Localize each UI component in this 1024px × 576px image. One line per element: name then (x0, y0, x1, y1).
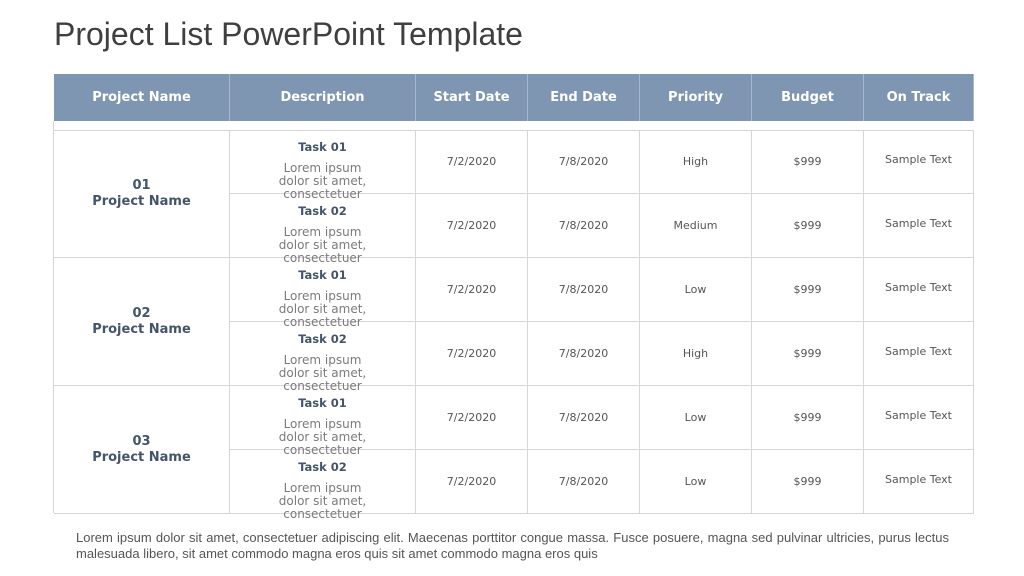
on-track-cell: Sample Text (864, 322, 974, 386)
column-header: Project Name (54, 74, 230, 121)
task-description: Lorem ipsum dolor sit amet, consectetuer (278, 161, 367, 201)
start-date-cell: 7/2/2020 (416, 258, 528, 322)
description-cell (230, 258, 416, 329)
description-cell (230, 386, 416, 457)
task-name: Task 02 (298, 460, 347, 474)
project-number: 03 (132, 433, 151, 449)
project-number: 01 (132, 177, 151, 193)
budget-cell: $999 (752, 194, 864, 258)
start-date-cell: 7/2/2020 (416, 322, 528, 386)
budget-cell: $999 (752, 386, 864, 450)
task-description: Lorem ipsum dolor sit amet, consectetuer (278, 353, 367, 393)
end-date-cell: 7/8/2020 (528, 386, 640, 450)
project-number: 02 (132, 305, 151, 321)
end-date-cell: 7/8/2020 (528, 450, 640, 514)
column-header: Description (230, 74, 416, 121)
budget-cell: $999 (752, 450, 864, 514)
task-description: Lorem ipsum dolor sit amet, consectetuer (278, 225, 367, 265)
page-title: Project List PowerPoint Template (54, 16, 523, 52)
start-date-cell: 7/2/2020 (416, 450, 528, 514)
task-name: Task 01 (298, 396, 347, 410)
on-track-cell: Sample Text (864, 130, 974, 194)
project-name-cell (54, 386, 230, 514)
budget-cell: $999 (752, 258, 864, 322)
end-date-cell: 7/8/2020 (528, 322, 640, 386)
project-name: Project Name (92, 193, 191, 209)
budget-cell: $999 (752, 322, 864, 386)
description-cell (230, 130, 416, 201)
footer-text: Lorem ipsum dolor sit amet, consectetuer adipiscing elit. Maecenas porttitor congue massa. Fusce posuere, magna sed pulvinar ultricies, purus lectus malesuada libero, sit amet commodo magna eros quis sit amet commodo magna eros quis (76, 530, 949, 561)
project-name-cell (54, 130, 230, 258)
divider (53, 121, 54, 513)
task-name: Task 01 (298, 140, 347, 154)
project-name-cell (54, 258, 230, 386)
project-name: Project Name (92, 449, 191, 465)
column-header: End Date (528, 74, 640, 121)
start-date-cell: 7/2/2020 (416, 130, 528, 194)
column-header: Start Date (416, 74, 528, 121)
project-name: Project Name (92, 321, 191, 337)
task-description: Lorem ipsum dolor sit amet, consectetuer (278, 417, 367, 457)
description-cell (230, 450, 416, 521)
priority-cell: Medium (640, 194, 752, 258)
column-header: On Track (864, 74, 974, 121)
description-cell (230, 194, 416, 265)
divider (54, 130, 974, 131)
priority-cell: High (640, 130, 752, 194)
column-header: Budget (752, 74, 864, 121)
task-description: Lorem ipsum dolor sit amet, consectetuer (278, 289, 367, 329)
task-name: Task 02 (298, 332, 347, 346)
column-header: Priority (640, 74, 752, 121)
start-date-cell: 7/2/2020 (416, 386, 528, 450)
description-cell (230, 322, 416, 393)
task-description: Lorem ipsum dolor sit amet, consectetuer (278, 481, 367, 521)
priority-cell: Low (640, 258, 752, 322)
end-date-cell: 7/8/2020 (528, 130, 640, 194)
priority-cell: Low (640, 386, 752, 450)
priority-cell: Low (640, 450, 752, 514)
start-date-cell: 7/2/2020 (416, 194, 528, 258)
on-track-cell: Sample Text (864, 258, 974, 322)
on-track-cell: Sample Text (864, 450, 974, 514)
task-name: Task 01 (298, 268, 347, 282)
on-track-cell: Sample Text (864, 194, 974, 258)
end-date-cell: 7/8/2020 (528, 194, 640, 258)
on-track-cell: Sample Text (864, 386, 974, 450)
priority-cell: High (640, 322, 752, 386)
budget-cell: $999 (752, 130, 864, 194)
task-name: Task 02 (298, 204, 347, 218)
end-date-cell: 7/8/2020 (528, 258, 640, 322)
